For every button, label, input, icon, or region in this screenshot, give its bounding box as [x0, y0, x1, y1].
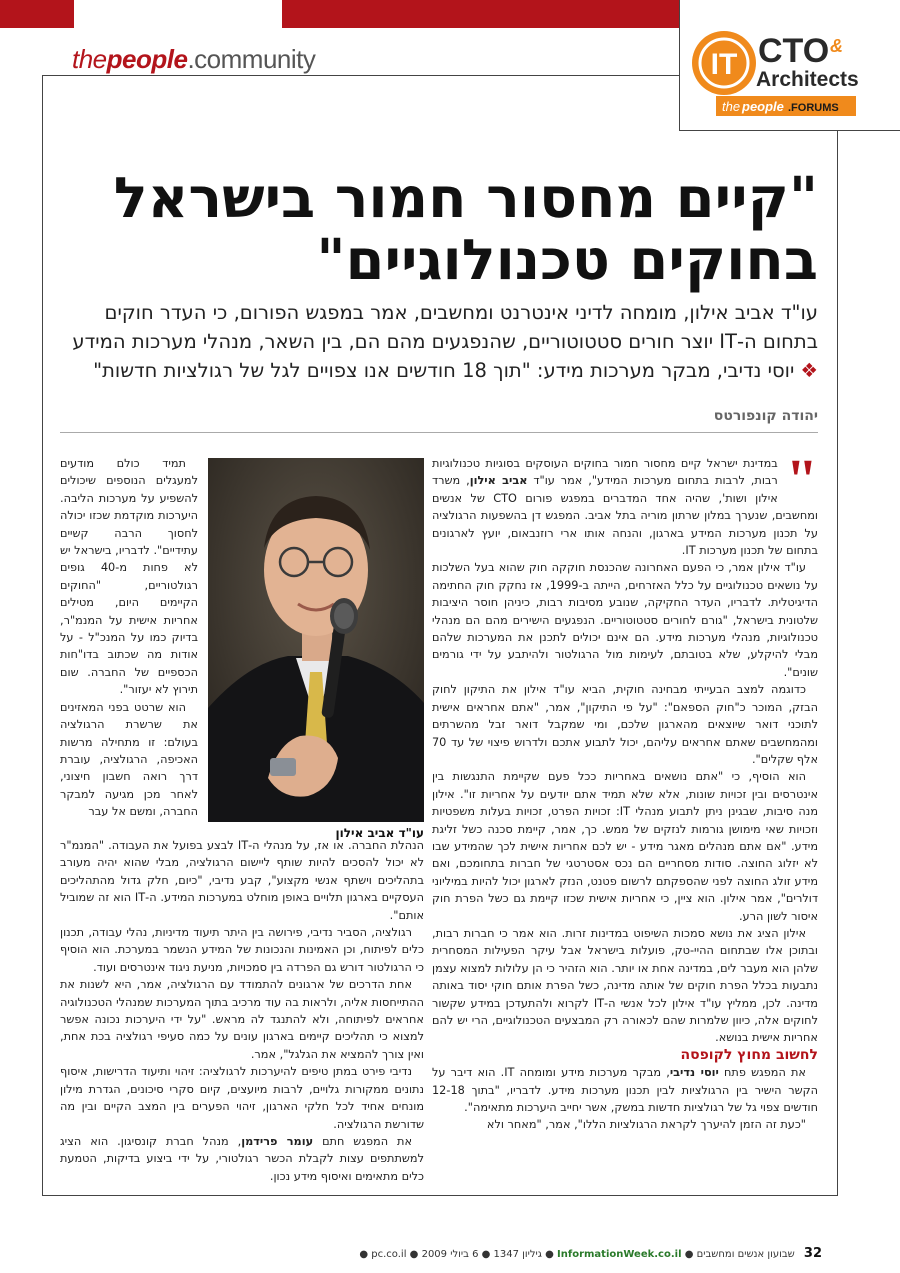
svg-text:people: people	[742, 99, 784, 114]
photo-caption: עו"ד אביב אילון	[335, 826, 424, 840]
page-footer: 32 שבועון אנשים ומחשבים ● InformationWeek.co.il ● גיליון 1347 ● 6 ביולי 2009 ● pc.co.il ●	[359, 1246, 822, 1261]
svg-text:.FORUMS: .FORUMS	[788, 102, 839, 114]
paragraph: רגולציה, הסביר נדיבי, פירושה בין היתר תיעוד מדיניות, נהלי עבודה, תכנון כלים לפיתוח, וכן האמינות והנכונות של המידע הנשמר במערכת. הוא הוסיף כי הרגולטור דורש גם הפרדה בין סמכויות, מניעת ניגוד אינטרסים ועוד.	[60, 926, 424, 974]
article-headline: "קיים מחסור חמור בישראל בחוקים טכנולוגיים"	[113, 166, 818, 293]
article-subhead: עו"ד אביב אילון, מומחה לדיני אינטרנט ומחשבים, אמר במפגש הפורום, כי העדר חוקים בתחום ה-IT יוצר חורים סטטוטוריים, שהנפגעים מהם הם, בין השאר, מנהלי מערכות המידע ❖ יוסי נדיבי, מבקר מערכות מידע: "תוך 18 חודשים אנו צפויים לגל של רגולציות חדשות"	[72, 301, 818, 382]
paragraph: את המפגש פתח יוסי נדיבי, מבקר מערכות מידע ומומחה IT. הוא דיבר על הקשר הישיר בין הרגולציות לבין תכנון מערכות מידע. לדבריו, "בתוך 12-18 חודשים צפוי גל של רגולציות חדשות במשק, אשר יחייב היערכות מתאימה".	[432, 1066, 818, 1115]
svg-text:IT: IT	[710, 48, 738, 81]
brand-logo-thepeople-community: thepeople.community	[72, 44, 316, 74]
left-column	[60, 837, 424, 1185]
svg-text:Architects: Architects	[756, 68, 859, 91]
cto-forum-logo	[679, 0, 900, 131]
paragraph: עו"ד אילון אמר, כי הפעם האחרונה שהכנסת חוקקה חוק שהוא בעל השלכות על נושאים טכנולוגיים על כלל האזרחים, הייתה ב-1999, אז נחקק חוק החתימה הדיגיטלית. לדבריו, העדר החקיקה, שנובע מסיבות רבות, כיניהן חוסר היציבות שלטונית בישראל, "גורם לחורים סטטוטוריים. הנפגעים הישירים מהם הם מנהלי טכנולוגיות, מנהלי מערכות מידע. הם אינם יכולים לתכנן את המערכות שלהם מבלי להיקלע, שלא בטובתם, לעימות מול הרגולטור ולהיתבע על ידי גורמים שונים".	[432, 561, 819, 679]
byline-divider	[60, 432, 818, 433]
paragraph: תמיד כולם מודעים למעגלים הנוספים שיכולים להשפיע על מערכות הליבה. היערכות מוקדמת שכזו יכולה לחסוך הרבה קשיים עתידיים". לדבריו, בישראל יש לא פחות מ-40 גופים רגולטוריים, "החוקים הקיימים היום, מטילים אחריות אישית על המנמ"ר, בדיוק כמו על המנכ"ל - על אודות מה שכתוב בדו"חות הכספיים של החברה. שום תירוץ לא יעזור".	[60, 457, 199, 697]
header-red-bar-left	[0, 0, 74, 28]
svg-text:the: the	[722, 99, 741, 114]
speaker-photo	[208, 458, 424, 822]
author-byline: יהודה קונפורטס	[713, 408, 818, 424]
page-number: 32	[803, 1246, 822, 1261]
diamond-bullet-icon: ❖	[800, 359, 818, 382]
paragraph: הוא שרטט בפני המאזינים את שרשרת הרגולציה בעולם: זו מתחילה מרשות האכיפה, הרגולציה, עוברת דרך רואה חשבון חיצוני, לאחר מכן מגיעה למבקר החברה, ומשם אל עבר	[60, 700, 198, 819]
paragraph: אילון הציג את נושא סמכות השיפוט במדינות זרות. הוא אמר כי חברות רבות, ובתוכן אלו שבתחום ההיי-טק, פועלות בישראל אבל עיקר הפעילות המסחרית שלהן הוא מעבר לים, במדינה אחת או יותר. הוא הזהיר כי הן עלולות למצוא עצמן נתבעות בכלל הפרת חוקים של אותה מדינה, כשל הפרת אותם חוקי יסוד באותה מדינה. לכן, ממליץ עו"ד אילון לכל אנשי ה-IT לקרוא ולהתעדכן במידע שקשור לחוקים אלה, כיוון שלמרות שהם לכאורה רק המבצעים הטכנולוגיים, הרי יש להם אחריות אישית בנושא.	[432, 926, 818, 1045]
section-title: לחשוב מחוץ לקופסה	[680, 1046, 818, 1063]
right-column: " במדינת ישראל קיים מחסור חמור בחוקים העוסקים בסוגיות טכנולוגיות רבות, לרבות בתחום מערכות המידע", אמר עו"ד אביב אילון, משרד אילון ושות', שהיה אחד המדברים במפגש פורום CTO של אנשים ומחשבים, שנערך במלון שרתון מוריה בתל אביב. המפגש דן בהשפעות הרגולציה על תכנון מערכות המידע בארגון, והנחה אותו ארי רוזנבאום, יועץ לארגונים בתחום של תכנון מערכות IT. עו"ד אילון אמר, כי הפעם האחרונה שהכנסת חוקקה חוק שהוא בעל השלכות על נושאים טכנולוגיים על כלל האזרחים, הייתה ב-1999, אז נחקק חוק החתימה הדיגיטלית. לדבריו, העדר החקיקה, שנובע מסיבות רבות, כיניהן חוסר היציבות שלטונית בישראל, "גורם לחורים סטטוטוריים. הנפגעים הישירים מהם הם מנהלי טכנולוגיות, מנהלי מערכות מידע. הם אינם יכולים לתכנן את המערכות שלהם מבלי להיקלע, שלא בטובתם, לעימות מול הרגולטור ולהיתבע על ידי גורמים שונים". כדוגמה למצב הבעייתי מבחינה חוקית, הביא עו"ד אילון את התיקון לחוק הבזק, המוכר כ"חוק הספאם": "על פי התיקון", אמר, "אתם אחראים אישית לתוכני דואר שיוצאים מהארגון שלכם, ומי שמקבל דואר זבל מהשרתים ומהמחשבים שאתם אחראים עליהם, יכול לתבוע אתכם ולדרוש פיצוי של עד 70 אלף שקלים". הוא הוסיף, כי "אתם נושאים באחריות ככל פעם שקיימת התנגשות בין אינטרסים ובין זכויות שונות, אלא שלא תמיד אתם יודעים על אחריות זו". אילון מנה סיבות, שבגינן ניתן לתבוע מנהלי IT: זכויות הפרט, זכויות בעלות משפטיות וזכויות שאי מימושן גורמות לנזקים של ממש. כך, אמר, קיימת סכנה כשל זליגת מידע. "אם אתם מנהלים מאגר מידע - יש לכם אחריות אישית לכך שהמידע שבו לא יזלוג החוצה. סודות מסחריים הם נכס אסטרטגי של חברות בתחומכם, ואם מידע זולג החוצה לפני שהספקתם לרשום פטנט, הנזק לארגון יכול להיות במיליוני דולרים", אמר אילון. הוא ציין, כי אחריות אישית שכזו קיימת גם כשל הפרת חוק איסור לשון הרע. אילון הציג את נושא סמכות השיפוט במדינות זרות. הוא אמר כי חברות רבות, ובתוכן אלו שבתחום ההיי-טק, פועלות בישראל אבל עיקר הפעילות המסחרית שלהן הוא מעבר לים, במדינה אחת או יותר. הוא הזהיר כי הן עלולות למצוא עצמן נתבעות בכלל הפרת חוקים של אותה מדינה, כשל הפרת אותם חוקי יסוד באותה מדינה. לכן, ממליץ עו"ד אילון לכל אנשי ה-IT לקרוא ולהתעדכן במידע שקשור לחוקים אלה, כיוון שלמרות שהם לכאורה רק המבצעים הטכנולוגיים, הרי יש להם אחריות אישית בנושא. לחשוב מחוץ לקופסה את המפגש פתח יוסי נדיבי, מבקר מערכות מידע ומומחה IT. הוא דיבר על הקשר הישיר בין הרגולציות לבין תכנון מערכות מידע. לדבריו, "בתוך 12-18 חודשים צפוי גל של רגולציות חדשות במשק, אשר יחייב היערכות מתאימה". "כעת זה הזמן להיערך לקראת הרגולציות הללו", אמר, "מאחר ולא	[432, 455, 818, 1134]
svg-text:CTO: CTO	[758, 32, 830, 70]
paragraph: הנהלת החברה. או אז, על מנהלי ה-IT לבצע בפועל את העבודה. "המנמ"ר לא יכול להסכים להיות שותף ליישום הרגולציה, מבלי שהוא יהיה מעורב בתהליכים וישתף אנשי מקצוע", קבע נדיבי, "כיום, חלק גדול מהתהליכים העסקיים בארגון תלויים באופן מוחלט במערכות המידע. ה-IT הוא זה שמוביל אותם".	[60, 839, 424, 922]
paragraph: כדוגמה למצב הבעייתי מבחינה חוקית, הביא עו"ד אילון את התיקון לחוק הבזק, המוכר כ"חוק הספאם": "על פי התיקון", אמר, "אתם אחראים אישית לתוכני דואר שיוצאים מהארגון שלכם, ומי שמקבל דואר זבל מהשרתים ומהמחשבים שאתם אחראים עליהם, יכול לתבוע אתכם ולדרוש פיצוי של עד 70 אלף שקלים".	[432, 683, 818, 766]
svg-text:&: &	[830, 36, 843, 56]
paragraph: נדיבי פירט במתן טיפים להיערכות לרגולציה: זיהוי ותיעוד הדרישות, איסוף נתונים ממקורות גלויים, לרבות מיועצים, קיום סקרי סיכונים, הגדרת מילון מונחים אחיד לכל חלקי הארגון, זיהוי הפערים בין המצב הקיים ובין מה שדורשת הרגולציה.	[60, 1065, 424, 1131]
quote-mark-icon: "	[785, 447, 818, 512]
header-red-bar	[282, 0, 680, 28]
paragraph: אחת הדרכים של ארגונים להתמודד עם הרגולציה, אמר, היא לשנות את ההתייחסות אליה, ולראות בה עוד מרכיב בתוך המערכות שמנהלי הטכנולוגיה אחראים לפיתוחה, ולא להתנגד לה מראש. "על ידי היערכות נכונה אפשר למצוא כי תהליכים קיימים בארגון עונים על כמה סעיפי רגולציה בכת אחת, ואין צורך להמציא את הגלגל", אמר.	[60, 978, 424, 1061]
paragraph: את המפגש חתם עומר פרידמן, מנהל חברת קונסיגון. הוא הציג למשתתפים עצות לקבלת הכשר רגולטורי, על ידי ביצוע בדיקות, הטמעת כלים מתאימים ואיסוף מידע נכון.	[60, 1134, 424, 1183]
paragraph: "כעת זה הזמן להיערך לקראת הרגולציות הללו", אמר, "מאחר ולא	[486, 1118, 806, 1132]
paragraph: הוא הוסיף, כי "אתם נושאים באחריות ככל פעם שקיימת התנגשות בין אינטרסים ובין זכויות שונות, אלא שלא תמיד אתם יודעים על אחריות זו". אילון מנה סיבות, שבגינן ניתן לתבוע מנהלי IT: זכויות הפרט, זכויות בעלות משפטיות וזכויות שאי מימושן גורמות לנזקים של ממש. כך, אמר, קיימת סכנה כשל זליגת מידע. "אם אתם מנהלים מאגר מידע - יש לכם אחריות אישית לכך שהמידע שבו לא יזלוג החוצה. סודות מסחריים הם נכס אסטרטגי של חברות בתחומכם, ואם מידע זולג החוצה לפני שהספקתם לרשום פטנט, הנזק לארגון יכול להיות במיליוני דולרים", אמר אילון. הוא ציין, כי אחריות אישית שכזו קיימת גם כשל הפרת חוק איסור לשון הרע.	[432, 770, 818, 923]
side-column	[60, 455, 198, 821]
